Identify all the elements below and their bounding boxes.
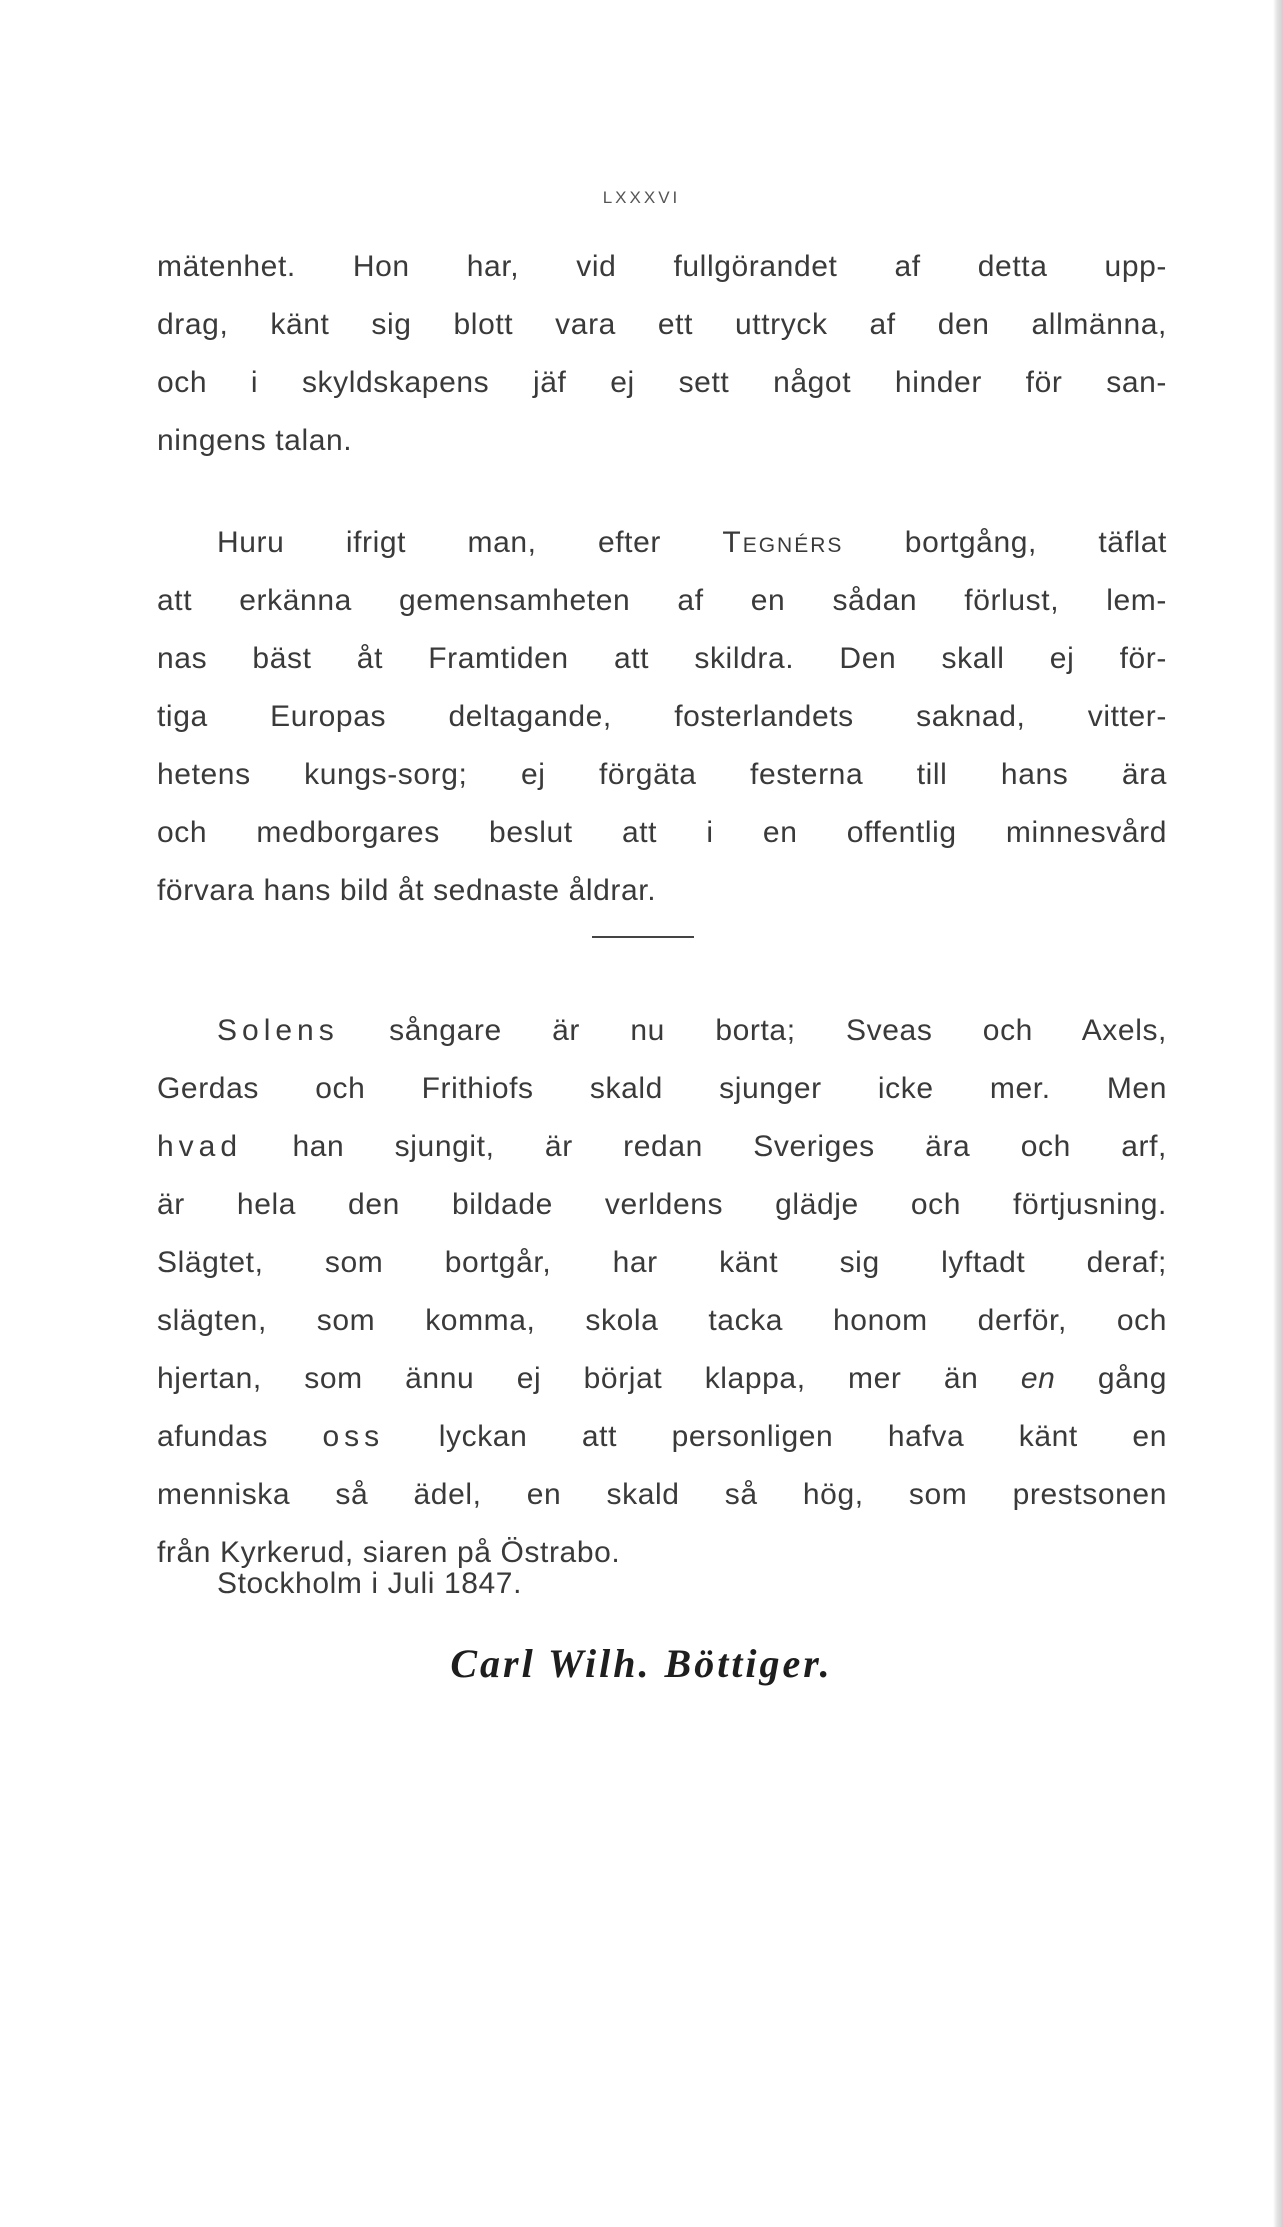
- paragraph-2: [157, 514, 1167, 920]
- text-line: och medborgares beslut att i en offentlig minnesvård: [157, 816, 1167, 849]
- text-line: att erkänna gemensamheten af en sådan förlust, lem-: [157, 584, 1167, 617]
- text-line: [157, 1002, 1167, 1060]
- text-segment: han sjungit, är redan Sveriges ära och arf,: [242, 1130, 1167, 1163]
- author-signature: Carl Wilh. Böttiger.: [450, 1641, 833, 1686]
- text-line: hetens kungs-sorg; ej förgäta festerna till hans ära: [157, 758, 1167, 791]
- text-line: [157, 1408, 1167, 1466]
- text-line: menniska så ädel, en skald så hög, som prestsonen: [157, 1478, 1167, 1511]
- text-segment-italic: en: [1020, 1362, 1056, 1395]
- text-line: ningens talan.: [157, 424, 353, 457]
- text-segment: sångare är nu borta; Sveas och Axels,: [338, 1014, 1167, 1047]
- text-line: [157, 1118, 1167, 1176]
- tegner-name: Tegnérs: [722, 526, 844, 559]
- text-segment: afundas: [157, 1420, 323, 1453]
- text-line: mätenhet. Hon har, vid fullgörandet af detta upp-: [157, 250, 1167, 283]
- text-segment: Huru ifrigt man, efter: [217, 526, 723, 559]
- text-segment-spaced: hvad: [157, 1130, 243, 1163]
- text-line: [157, 1350, 1167, 1408]
- page-edge-shadow: [1273, 0, 1283, 2227]
- dateline: Stockholm i Juli 1847.: [217, 1567, 523, 1600]
- text-line: förvara hans bild åt sednaste åldrar.: [157, 874, 657, 907]
- section-divider: [592, 936, 694, 938]
- text-line: [157, 514, 1167, 572]
- text-line: slägten, som komma, skola tacka honom derför, och: [157, 1304, 1167, 1337]
- text-line: drag, känt sig blott vara ett uttryck af den allmänna,: [157, 308, 1167, 341]
- text-line: nas bäst åt Framtiden att skildra. Den skall ej för-: [157, 642, 1167, 675]
- text-line: från Kyrkerud, siaren på Östrabo.: [157, 1536, 621, 1569]
- text-segment: lyckan att personligen hafva känt en: [384, 1420, 1167, 1453]
- text-segment-spaced: Solens: [217, 1014, 339, 1047]
- paragraph-3: [157, 1002, 1167, 1582]
- page-number: LXXXVI: [602, 188, 681, 207]
- text-line: och i skyldskapens jäf ej sett något hinder för san-: [157, 366, 1167, 399]
- text-line: Slägtet, som bortgår, har känt sig lyftadt deraf;: [157, 1246, 1167, 1279]
- text-segment-spaced: oss: [322, 1420, 385, 1453]
- text-line: tiga Europas deltagande, fosterlandets saknad, vitter-: [157, 700, 1167, 733]
- text-segment: hjertan, som ännu ej börjat klappa, mer än: [157, 1362, 1021, 1395]
- text-line: är hela den bildade verldens glädje och förtjusning.: [157, 1188, 1167, 1221]
- text-line: Gerdas och Frithiofs skald sjunger icke mer. Men: [157, 1072, 1167, 1105]
- text-segment: bortgång, täflat: [843, 526, 1167, 559]
- paragraph-1: [157, 238, 1167, 470]
- text-segment: gång: [1055, 1362, 1167, 1395]
